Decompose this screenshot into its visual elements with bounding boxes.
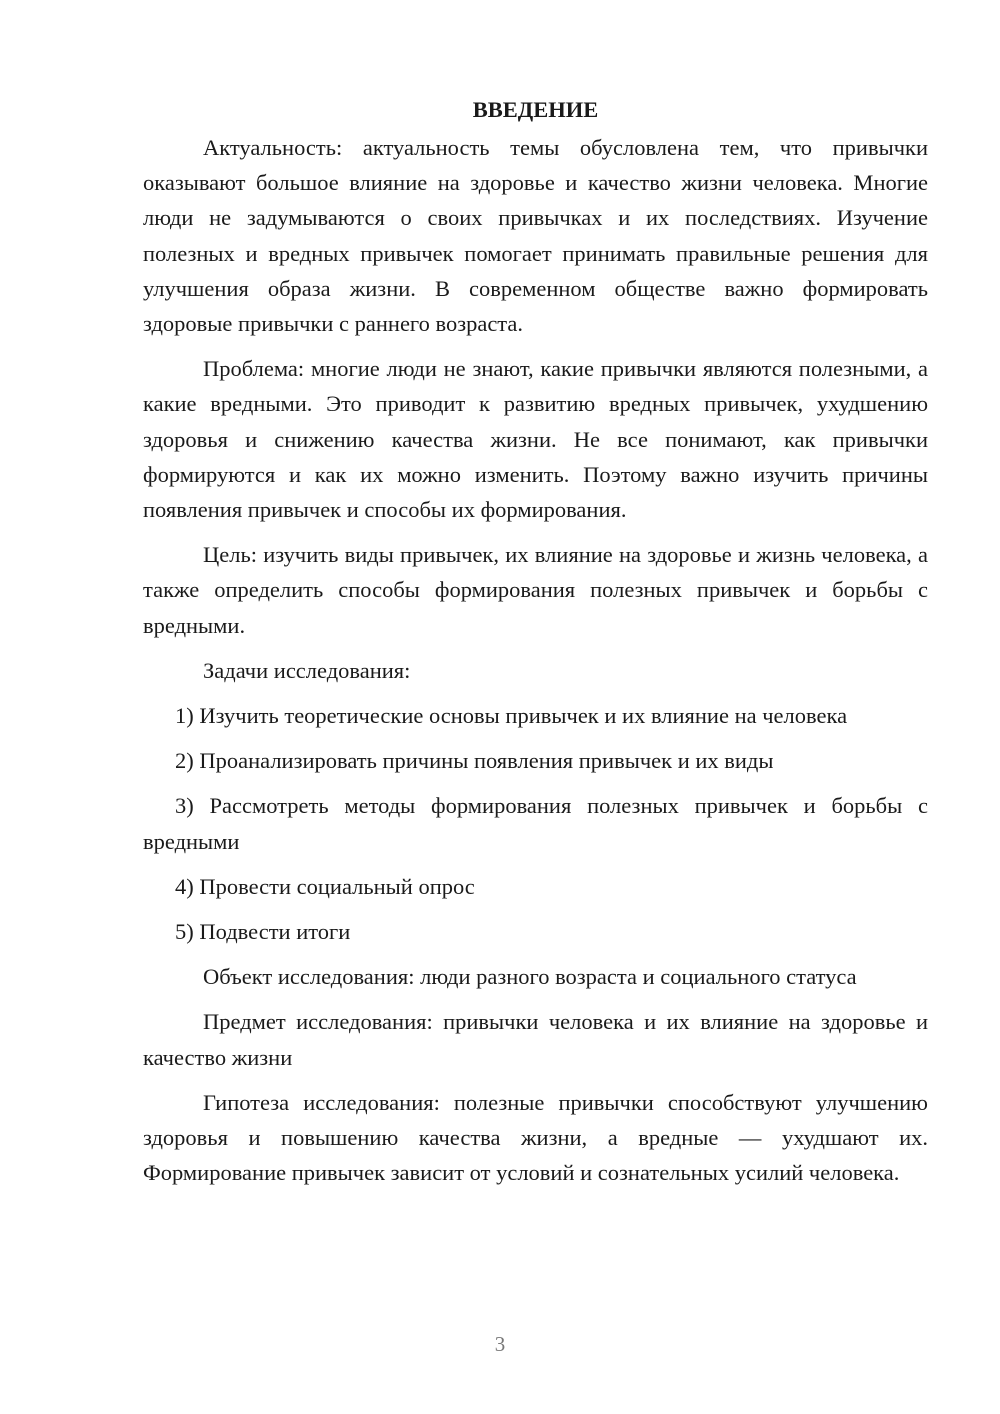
page-content [143, 92, 928, 1200]
page-number: 3 [494, 1332, 506, 1356]
task-item-2: 2) Проанализировать причины появления привычек и их виды [175, 748, 774, 774]
task-item-4: 4) Провести социальный опрос [175, 873, 475, 899]
hypothesis-paragraph: Гипотеза исследования: полезные привычки способствуют улучшению здоровья и повышению качества жизни, а вредные — ухудшают их. Формирование привычек зависит от условий и сознательных усилий человека. [143, 1089, 928, 1186]
relevance-paragraph: Актуальность: актуальность темы обусловлена тем, что привычки оказывают большое влияние на здоровье и качество жизни человека. Многие люди не задумываются о своих привычках и их последствиях. Изучение полезных и вредных привычек помогает принимать правильные решения для улучшения образа жизни. В современном обществе важно формировать здоровые привычки с раннего возраста. [143, 135, 928, 337]
task-item-5: 5) Подвести итоги [175, 919, 351, 945]
tasks-title: Задачи исследования: [203, 657, 411, 683]
task-item-3: 3) Рассмотреть методы формирования полезных привычек и борьбы с вредными [143, 793, 928, 854]
object-paragraph: Объект исследования: люди разного возраста и социального статуса [203, 964, 857, 990]
task-item-1: 1) Изучить теоретические основы привычек и их влияние на человека [175, 703, 848, 729]
problem-paragraph: Проблема: многие люди не знают, какие привычки являются полезными, а какие вредными. Это приводит к развитию вредных привычек, ухудшению здоровья и снижению качества жизни. Не все понимают, как привычки формируются и как их можно изменить. Поэтому важно изучить причины появления привычек и способы их формирования. [143, 356, 928, 523]
goal-paragraph: Цель: изучить виды привычек, их влияние на здоровье и жизнь человека, а также определить способы формирования полезных привычек и борьбы с вредными. [143, 542, 928, 638]
subject-paragraph: Предмет исследования: привычки человека и их влияние на здоровье и качество жизни [143, 1009, 928, 1070]
section-heading: ВВЕДЕНИЕ [472, 97, 599, 122]
